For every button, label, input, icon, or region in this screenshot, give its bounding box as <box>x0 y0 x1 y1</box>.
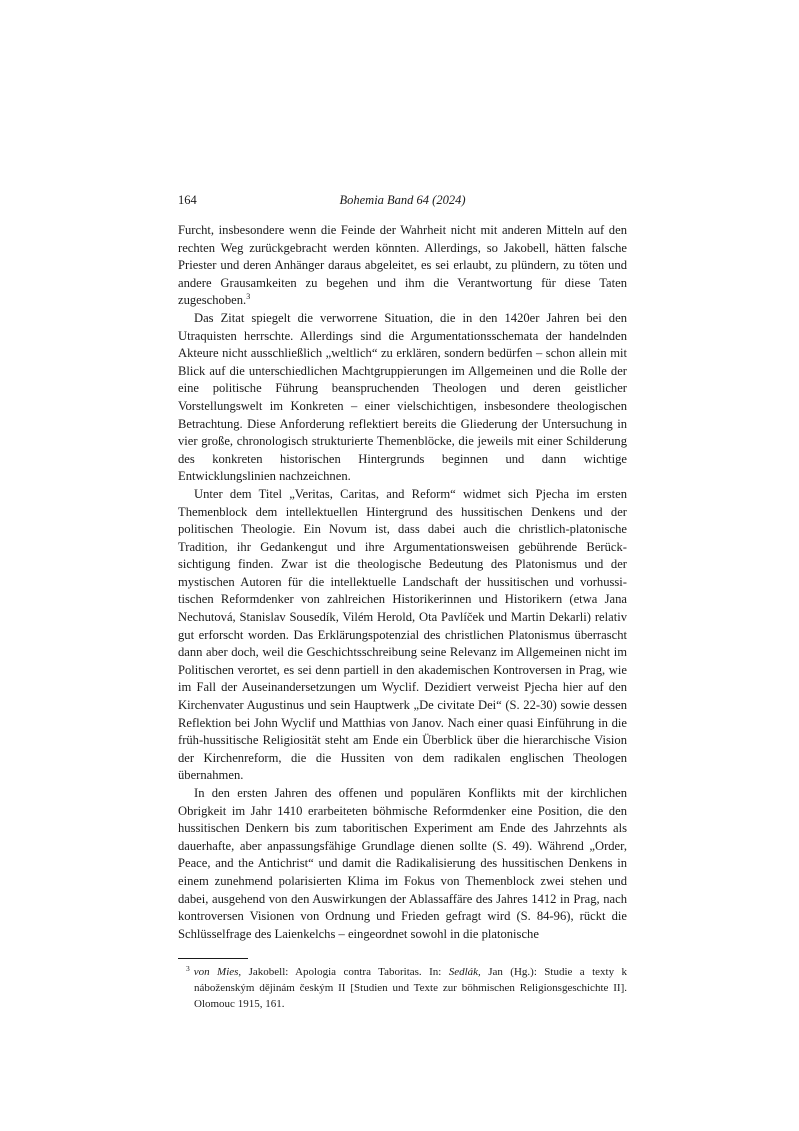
footnote: $^3$ von Mies, Jakobell: Apologia contra Taboritas. In: Sedlák, Jan (Hg.): Studie a texty k náboženským dějinám českým II [Studien und Texte zur böhmischen Religionsgeschichte II]. Olomouc 1915, 161. <box>186 963 628 1010</box>
running-title: Bohemia Band 64 (2024) <box>339 193 466 207</box>
footnote-author: von Mies, <box>193 966 242 979</box>
footnote-editor: Sedlák, <box>448 966 481 979</box>
footnote-number: 3 <box>186 963 190 973</box>
paragraph: Unter dem Titel „Veritas, Caritas, and Reform“ widmet sich Pjecha im ersten Themenblock dem intellektuellen Hintergrund des hussitischen Denkens und der politischen Theologie. Ein Novum ist, dass dabei auch die christlich-platonische Tradition, ihr Gedankengut und ihre Argumentationsweisen gebührende Berücksichtigung finden. Zwar ist die theologische Bedeutung des Platonismus und der mystischen Autoren für die intellektuelle Landschaft der hussitischen und vorhussitischen Reformdenker von zahlreichen Historikerinnen und Historikern (etwa Jana Nechutová, Stanislav Sousedík, Vilém Herold, Ota Pavlíček und Martin Dekarli) relativ gut erforscht worden. Das Erklärungspotenzial des christlichen Platonismus überrascht dann aber doch, weil die Geschichtsschreibung seine Relevanz im Allgemeinen nicht im Politischen verortet, es sei denn partiell in den akademischen Kontroversen in Prag, wie im Fall der Auseinandersetzungen um Wyclif. Dezidiert verweist Pjecha hier auf den Kirchenvater Augustinus und sein Hauptwerk „De civitate Dei“ (S. 22-30) sowie dessen Reflektion bei John Wyclif und Matthias von Janov. Nach einer quasi Einführung in die früh-hussitische Religiosität steht am Ende ein Überblick über die hierarchische Vision der Kirchenreform, die die Hussiten von dem radikalen englischen Theologen übernahmen. <box>178 486 627 783</box>
page-header <box>178 193 627 213</box>
footnote-divider <box>178 958 248 959</box>
page-number: 164 <box>178 193 197 207</box>
paragraph: Das Zitat spiegelt die verworrene Situation, die in den 1420er Jahren bei den Utraquisten herrschte. Allerdings sind die Argumentationsschemata der handelnden Akteure nicht ausschließlich „weltlich“ zu erklären, sondern bedürfen – schon allein mit Blick auf die unterschiedlichen Machtgruppierungen im Allgemeinen und die Rolle der eine politische Führung beanspruchenden Theologen und deren geistlicher Vorstellungswelt im Konkreten – einer vielschichtigen, insbesondere theologischen Betrachtung. Diese Anforderung reflektiert bereits die Gliederung der Untersuchung in vier große, chronologisch strukturierte Themenblöcke, die jeweils mit einer Schilderung des konkreten historischen Hintergrunds beginnen und dann wichtige Entwicklungslinien nachzeichnen. <box>178 310 627 484</box>
document-page <box>178 193 627 1012</box>
paragraph: Furcht, insbesondere wenn die Feinde der Wahrheit nicht mit anderen Mitteln auf den rechten Weg zurückgebracht werden könnten. Allerdings, so Jakobell, hätten falsche Priester und deren Anhänger daraus abgeleitet, es sei erlaubt, zu plündern, zu töten und andere Grausamkeiten zu begehen und ihm die Verantwortung für diese Taten zugeschoben.$^3$ <box>178 223 627 308</box>
body-text <box>178 222 627 943</box>
paragraph: In den ersten Jahren des offenen und populären Konflikts mit der kirchlichen Obrigkeit im Jahr 1410 erarbeiteten böhmische Reformdenker eine Position, die den hussitischen Denkern bis zum taboritischen Experiment am Ende des Jahrzehnts als dauerhafte, aber anpassungsfähige Grundlage dienen sollte (S. 49). Während „Order, Peace, and the Antichrist“ und damit die Radikalisierung des hussitischen Denkens in einem zunehmend polarisierten Klima im Fokus von Themenblock zwei stehen und dabei, ausgehend von den Auswirkungen der Ablassaffäre des Jahres 1412 in Prag, nach kontroversen Visionen von Ordnung und Frieden gefragt wird (S. 84-96), rückt die Schlüsselfrage des Laienkelchs – eingeordnet sowohl in die platonische <box>178 786 627 941</box>
footnote-reference[interactable]: 3 <box>246 292 251 302</box>
